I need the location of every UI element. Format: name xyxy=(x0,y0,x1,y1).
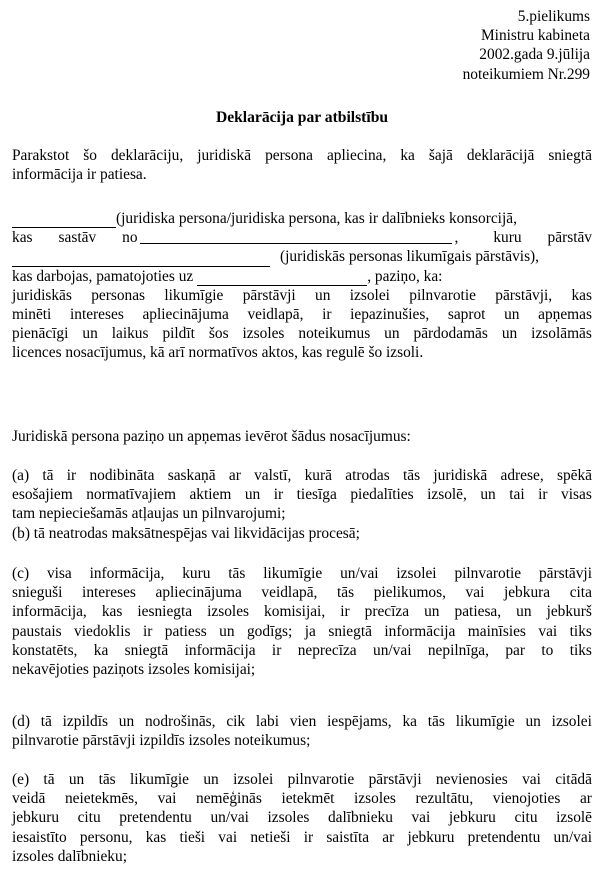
legal-representative-label: (juridiskās personas likumīgais pārstāvis), xyxy=(280,248,540,266)
entity-name-field[interactable] xyxy=(12,213,116,228)
form-line-2: kas sastāv no , kuru pārstāv xyxy=(12,229,592,247)
intro-line: Parakstot šo deklarāciju, juridiskā persona apliecina, ka šajā deklarācijā sniegtā xyxy=(12,147,592,164)
regulation-number: noteikumiem Nr.299 xyxy=(462,65,590,83)
intro-paragraph xyxy=(12,146,592,184)
document-title: Deklarācija par atbilstību xyxy=(215,109,389,126)
condition-e: (e) tā un tās likumīgie un izsolei pilnvarotie pārstāvji nevienosies vai citādā veidā neietekmēs, vai nemēģinās ietekmēt izsoles rezultātu, vienojoties ar jebkuru citu pretendentu un/vai izsoles dalībnieku vai jebkuru citu izsolē iesaistīto personu, kas tieši vai netieši ir saistīta ar jebkuru pretendentu un/vai izsoles dalībnieku; xyxy=(12,771,592,865)
condition-b: (b) tā neatrodas maksātnespējas vai likvidācijas procesā; xyxy=(12,525,360,542)
intro-line: informācija ir patiesa. xyxy=(12,166,147,184)
form-line-4: kas darbojas, pamatojoties uz , paziņo, ka: xyxy=(12,267,443,285)
basis-document-field[interactable] xyxy=(197,271,367,286)
condition-d: (d) tā izpildīs un nodrošinās, cik labi vien iespējams, ka tās likumīgie un izsolei pilnvarotie pārstāvji izpildīs izsoles noteikumus; xyxy=(12,713,592,750)
legal-representative-field[interactable] xyxy=(12,252,270,267)
conditions-intro: Juridiskā persona paziņo un apņemas ievērot šādus nosacījumus: xyxy=(12,428,411,445)
declarant-form: (juridiska persona/juridiska persona, kas ir dalībnieks konsorcijā, kas sastāv no , kuru pārstāv (juridiskās personas likumīgais pārstāvis), kas darbojas, pamatojoties uz , paziņo, ka: juridiskās personas likumīgie pārstāvji un izsolei pilnvarotie pārstāvji, kas minēti intereses apliecinājuma veidlapā, ir iepazinušies, saprot un apņemas pienācīgi un laikus pildīt šos izsoles noteikumus un pārdodamās un izsolāmās licences nosacījumus, kā arī normatīvos aktos, kas regulē šo izsoli. xyxy=(12,210,592,362)
entity-type-label: (juridiska persona/juridiska persona, kas ir dalībnieks konsorcijā, xyxy=(116,210,517,227)
annex-header xyxy=(463,7,590,84)
regulation-date: 2002.gada 9.jūlija xyxy=(479,46,590,64)
annex-number: 5.pielikums xyxy=(517,8,590,25)
condition-c: (c) visa informācija, kuru tās likumīgie un/vai izsolei pilnvarotie pārstāvji snieguši intereses apliecinājuma veidlapā, tās pielikumos, vai jebkura cita informācija, kas iesniegta izsoles komisijai, ir precīza un patiesa, un jebkurš paustais viedoklis ir patiess un godīgs; ja sniegtā informācija mainīsies vai tiks konstatēts, ka sniegtā informācija ir neprecīza un/vai nepilnīga, par to tiks nekavējoties paziņots izsoles komisijai; xyxy=(12,565,592,679)
condition-a: (a) tā ir nodibināta saskaņā ar valstī, kurā atrodas tās juridiskā adrese, spēkā esošajiem normatīvajiem aktiem un ir tiesīga piedalīties izsolē, un tai ir visas tam nepieciešamās atļaujas un pilnvarojumi; xyxy=(12,467,592,523)
cabinet-label: Ministru kabineta xyxy=(481,27,590,45)
form-line-1 xyxy=(12,209,592,228)
form-line-3 xyxy=(12,247,592,266)
consortium-members-field[interactable] xyxy=(140,229,453,244)
